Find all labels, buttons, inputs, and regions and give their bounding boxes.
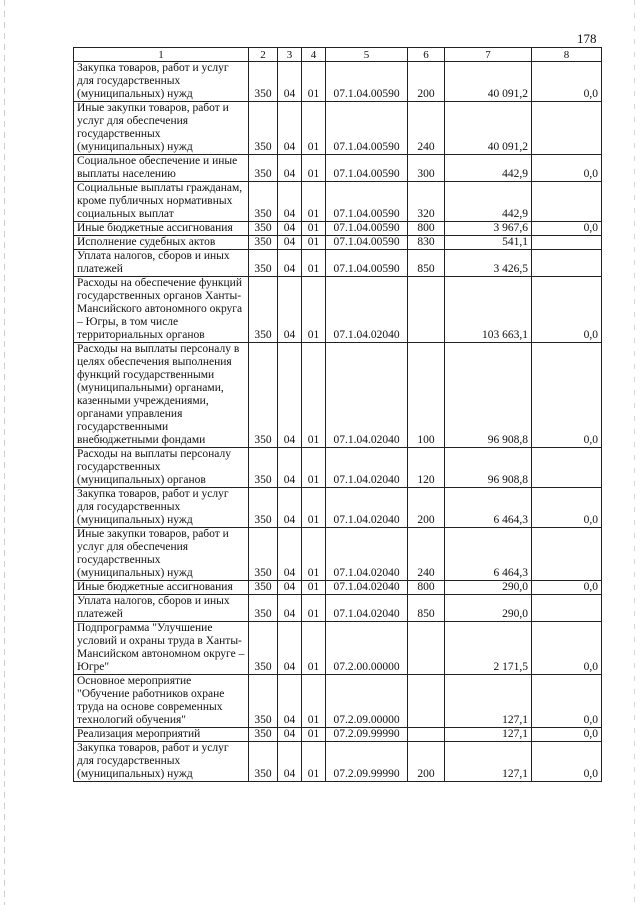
amount-extra-cell: 0,0 — [532, 488, 602, 528]
subsection-code-cell: 01 — [302, 277, 326, 343]
grbs-code-cell: 350 — [249, 488, 278, 528]
subsection-code-cell: 01 — [302, 528, 326, 581]
target-article-cell: 07.1.04.00590 — [326, 236, 408, 250]
grbs-code-cell: 350 — [249, 595, 278, 622]
amount-cell: 127,1 — [445, 742, 532, 782]
table-row — [74, 595, 602, 622]
amount-cell: 127,1 — [445, 675, 532, 728]
row-name-cell: Иные бюджетные ассигнования — [74, 581, 249, 595]
expense-type-cell: 200 — [408, 62, 445, 102]
column-number-row — [74, 48, 602, 62]
target-article-cell: 07.1.04.00590 — [326, 222, 408, 236]
expense-type-cell: 200 — [408, 488, 445, 528]
scan-edge-right — [634, 0, 635, 905]
section-code-cell: 04 — [278, 742, 302, 782]
row-name-cell: Основное мероприятие "Обучение работников охране труда на основе современных технологий обучения" — [74, 675, 249, 728]
section-code-cell: 04 — [278, 728, 302, 742]
target-article-cell: 07.1.04.02040 — [326, 277, 408, 343]
row-name-cell: Иные бюджетные ассигнования — [74, 222, 249, 236]
row-name-cell: Закупка товаров, работ и услуг для государственных (муниципальных) нужд — [74, 742, 249, 782]
expense-type-cell: 800 — [408, 222, 445, 236]
grbs-code-cell: 350 — [249, 155, 278, 182]
table-row — [74, 155, 602, 182]
table-row — [74, 581, 602, 595]
subsection-code-cell: 01 — [302, 595, 326, 622]
target-article-cell: 07.1.04.02040 — [326, 581, 408, 595]
row-name-cell: Социальное обеспечение и иные выплаты населению — [74, 155, 249, 182]
row-name-cell: Иные закупки товаров, работ и услуг для обеспечения государственных (муниципальных) нужд — [74, 528, 249, 581]
target-article-cell: 07.1.04.00590 — [326, 182, 408, 222]
amount-cell: 3 967,6 — [445, 222, 532, 236]
grbs-code-cell: 350 — [249, 343, 278, 448]
amount-extra-cell — [532, 448, 602, 488]
table-row — [74, 675, 602, 728]
column-number: 3 — [278, 48, 302, 62]
table-row — [74, 343, 602, 448]
section-code-cell: 04 — [278, 675, 302, 728]
amount-extra-cell: 0,0 — [532, 343, 602, 448]
section-code-cell: 04 — [278, 102, 302, 155]
amount-cell: 6 464,3 — [445, 488, 532, 528]
expense-type-cell — [408, 622, 445, 675]
target-article-cell: 07.1.04.00590 — [326, 250, 408, 277]
subsection-code-cell: 01 — [302, 236, 326, 250]
amount-cell: 127,1 — [445, 728, 532, 742]
amount-extra-cell: 0,0 — [532, 581, 602, 595]
section-code-cell: 04 — [278, 448, 302, 488]
expense-type-cell: 100 — [408, 343, 445, 448]
expense-type-cell: 830 — [408, 236, 445, 250]
subsection-code-cell: 01 — [302, 675, 326, 728]
grbs-code-cell: 350 — [249, 581, 278, 595]
expense-type-cell: 120 — [408, 448, 445, 488]
table-row — [74, 528, 602, 581]
expense-type-cell — [408, 728, 445, 742]
amount-extra-cell — [532, 182, 602, 222]
subsection-code-cell: 01 — [302, 742, 326, 782]
expense-type-cell: 800 — [408, 581, 445, 595]
amount-extra-cell: 0,0 — [532, 155, 602, 182]
section-code-cell: 04 — [278, 222, 302, 236]
column-number: 8 — [532, 48, 602, 62]
table-row — [74, 728, 602, 742]
amount-extra-cell: 0,0 — [532, 277, 602, 343]
table-row — [74, 250, 602, 277]
section-code-cell: 04 — [278, 250, 302, 277]
target-article-cell: 07.1.04.02040 — [326, 528, 408, 581]
expense-type-cell: 200 — [408, 742, 445, 782]
amount-cell: 442,9 — [445, 155, 532, 182]
row-name-cell: Уплата налогов, сборов и иных платежей — [74, 595, 249, 622]
amount-cell: 2 171,5 — [445, 622, 532, 675]
grbs-code-cell: 350 — [249, 622, 278, 675]
subsection-code-cell: 01 — [302, 155, 326, 182]
subsection-code-cell: 01 — [302, 448, 326, 488]
grbs-code-cell: 350 — [249, 742, 278, 782]
column-number: 6 — [408, 48, 445, 62]
section-code-cell: 04 — [278, 62, 302, 102]
row-name-cell: Закупка товаров, работ и услуг для государственных (муниципальных) нужд — [74, 488, 249, 528]
table-row — [74, 222, 602, 236]
amount-extra-cell: 0,0 — [532, 62, 602, 102]
amount-extra-cell — [532, 528, 602, 581]
subsection-code-cell: 01 — [302, 182, 326, 222]
table-row — [74, 236, 602, 250]
subsection-code-cell: 01 — [302, 488, 326, 528]
column-number: 2 — [249, 48, 278, 62]
column-number: 1 — [74, 48, 249, 62]
expense-type-cell — [408, 675, 445, 728]
grbs-code-cell: 350 — [249, 222, 278, 236]
section-code-cell: 04 — [278, 581, 302, 595]
subsection-code-cell: 01 — [302, 581, 326, 595]
section-code-cell: 04 — [278, 528, 302, 581]
row-name-cell: Подпрограмма "Улучшение условий и охраны труда в Ханты-Мансийском автономном округе – Югре" — [74, 622, 249, 675]
amount-cell: 103 663,1 — [445, 277, 532, 343]
grbs-code-cell: 350 — [249, 102, 278, 155]
table-row — [74, 62, 602, 102]
target-article-cell: 07.1.04.00590 — [326, 62, 408, 102]
row-name-cell: Иные закупки товаров, работ и услуг для обеспечения государственных (муниципальных) нужд — [74, 102, 249, 155]
row-name-cell: Уплата налогов, сборов и иных платежей — [74, 250, 249, 277]
grbs-code-cell: 350 — [249, 448, 278, 488]
grbs-code-cell: 350 — [249, 62, 278, 102]
subsection-code-cell: 01 — [302, 250, 326, 277]
amount-cell: 96 908,8 — [445, 343, 532, 448]
row-name-cell: Расходы на выплаты персоналу государственных (муниципальных) органов — [74, 448, 249, 488]
table-row — [74, 277, 602, 343]
amount-extra-cell — [532, 102, 602, 155]
target-article-cell: 07.1.04.02040 — [326, 343, 408, 448]
amount-extra-cell: 0,0 — [532, 675, 602, 728]
subsection-code-cell: 01 — [302, 622, 326, 675]
row-name-cell: Социальные выплаты гражданам, кроме публичных нормативных социальных выплат — [74, 182, 249, 222]
table-row — [74, 182, 602, 222]
page-number: 178 — [577, 31, 597, 46]
amount-cell: 290,0 — [445, 595, 532, 622]
subsection-code-cell: 01 — [302, 222, 326, 236]
column-number: 7 — [445, 48, 532, 62]
amount-extra-cell: 0,0 — [532, 622, 602, 675]
grbs-code-cell: 350 — [249, 528, 278, 581]
column-number: 5 — [326, 48, 408, 62]
amount-cell: 541,1 — [445, 236, 532, 250]
section-code-cell: 04 — [278, 595, 302, 622]
table-row — [74, 448, 602, 488]
amount-cell: 290,0 — [445, 581, 532, 595]
expense-type-cell: 850 — [408, 250, 445, 277]
grbs-code-cell: 350 — [249, 675, 278, 728]
amount-extra-cell: 0,0 — [532, 222, 602, 236]
amount-cell: 96 908,8 — [445, 448, 532, 488]
row-name-cell: Реализация мероприятий — [74, 728, 249, 742]
amount-cell: 3 426,5 — [445, 250, 532, 277]
amount-cell: 40 091,2 — [445, 62, 532, 102]
expense-type-cell: 300 — [408, 155, 445, 182]
scan-edge-left — [4, 0, 5, 905]
grbs-code-cell: 350 — [249, 277, 278, 343]
subsection-code-cell: 01 — [302, 102, 326, 155]
row-name-cell: Закупка товаров, работ и услуг для государственных (муниципальных) нужд — [74, 62, 249, 102]
subsection-code-cell: 01 — [302, 343, 326, 448]
target-article-cell: 07.1.04.02040 — [326, 595, 408, 622]
budget-table — [73, 47, 602, 782]
target-article-cell: 07.1.04.02040 — [326, 488, 408, 528]
table-row — [74, 622, 602, 675]
target-article-cell: 07.1.04.00590 — [326, 102, 408, 155]
column-number: 4 — [302, 48, 326, 62]
target-article-cell: 07.1.04.02040 — [326, 448, 408, 488]
row-name-cell: Расходы на обеспечение функций государственных органов Ханты-Мансийского автономного округа – Югры, в том числе территориальных органов — [74, 277, 249, 343]
target-article-cell: 07.2.09.99990 — [326, 742, 408, 782]
expense-type-cell — [408, 277, 445, 343]
row-name-cell: Расходы на выплаты персоналу в целях обеспечения выполнения функций государственными (муниципальными) органами, казенными учреждениями, органами управления государственными внебюджетными фондами — [74, 343, 249, 448]
amount-cell: 442,9 — [445, 182, 532, 222]
target-article-cell: 07.2.00.00000 — [326, 622, 408, 675]
grbs-code-cell: 350 — [249, 250, 278, 277]
amount-cell: 40 091,2 — [445, 102, 532, 155]
target-article-cell: 07.1.04.00590 — [326, 155, 408, 182]
amount-cell: 6 464,3 — [445, 528, 532, 581]
expense-type-cell: 240 — [408, 102, 445, 155]
amount-extra-cell — [532, 250, 602, 277]
section-code-cell: 04 — [278, 622, 302, 675]
row-name-cell: Исполнение судебных актов — [74, 236, 249, 250]
table-row — [74, 488, 602, 528]
grbs-code-cell: 350 — [249, 182, 278, 222]
grbs-code-cell: 350 — [249, 728, 278, 742]
section-code-cell: 04 — [278, 236, 302, 250]
target-article-cell: 07.2.09.99990 — [326, 728, 408, 742]
grbs-code-cell: 350 — [249, 236, 278, 250]
amount-extra-cell: 0,0 — [532, 742, 602, 782]
table-row — [74, 742, 602, 782]
subsection-code-cell: 01 — [302, 728, 326, 742]
section-code-cell: 04 — [278, 343, 302, 448]
subsection-code-cell: 01 — [302, 62, 326, 102]
expense-type-cell: 850 — [408, 595, 445, 622]
expense-type-cell: 320 — [408, 182, 445, 222]
expense-type-cell: 240 — [408, 528, 445, 581]
target-article-cell: 07.2.09.00000 — [326, 675, 408, 728]
section-code-cell: 04 — [278, 277, 302, 343]
section-code-cell: 04 — [278, 488, 302, 528]
amount-extra-cell: 0,0 — [532, 728, 602, 742]
amount-extra-cell — [532, 236, 602, 250]
section-code-cell: 04 — [278, 182, 302, 222]
amount-extra-cell — [532, 595, 602, 622]
table-row — [74, 102, 602, 155]
section-code-cell: 04 — [278, 155, 302, 182]
